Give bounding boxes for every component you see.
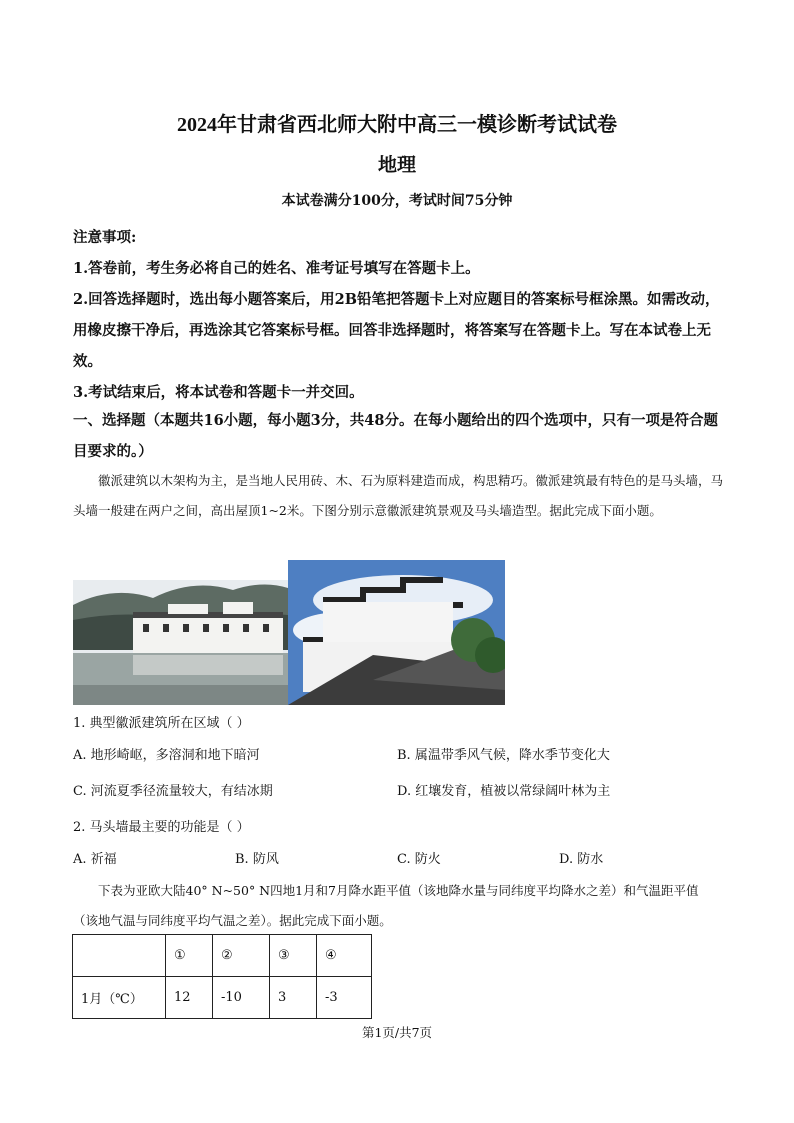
table-cell: 1月（℃） [73, 977, 166, 1019]
table-cell: 12 [166, 977, 213, 1019]
exam-title: 2024年甘肃省西北师大附中高三一模诊断考试试卷 [177, 114, 617, 136]
notes-item-2: 2.回答选择题时，选出每小题答案后，用2B铅笔把答题卡上对应题目的答案标号框涂黑。如需改动，用橡皮擦干净后，再选涂其它答案标号框。回答非选择题时，将答案写在答题卡上。写在本试卷上无效。 [73, 291, 720, 370]
horse-head-wall-photo [288, 560, 505, 705]
q2-option-c: C. 防火 [397, 852, 441, 867]
table-header-row [73, 935, 372, 977]
figure-huizhou-photos [73, 560, 505, 705]
landscape-photo [73, 580, 288, 705]
section-heading: 一、选择题（本题共16小题，每小题3分，共48分。在每小题给出的四个选项中，只有一项是符合题目要求的。） [73, 412, 718, 460]
table-cell: -3 [317, 977, 372, 1019]
passage-huizhou: 徽派建筑以木架构为主，是当地人民用砖、木、石为原料建造而成，构思精巧。徽派建筑最有特色的是马头墙，马头墙一般建在两户之间，高出屋顶1~2米。下图分别示意徽派建筑景观及马头墙造型。据此完成下面小题。 [73, 473, 724, 518]
notes-block [73, 222, 723, 408]
question-1-stem: 1. 典型徽派建筑所在区域（ ） [73, 716, 250, 731]
question-2-stem: 2. 马头墙最主要的功能是（ ） [73, 820, 250, 835]
q2-option-b: B. 防风 [235, 852, 279, 867]
q1-option-a: A. 地形崎岖，多溶洞和地下暗河 [73, 748, 260, 763]
anomaly-table [72, 934, 372, 1019]
notes-item-3: 3.考试结束后，将本试卷和答题卡一并交回。 [73, 384, 364, 401]
q2-option-a: A. 祈福 [73, 852, 117, 867]
subject-title: 地理 [377, 154, 416, 176]
table-cell: ② [213, 935, 270, 977]
q1-option-c: C. 河流夏季径流量较大，有结冰期 [73, 784, 273, 799]
notes-heading: 注意事项: [73, 229, 137, 246]
table-cell: ③ [270, 935, 317, 977]
q2-option-d: D. 防水 [559, 852, 604, 867]
table-cell: -10 [213, 977, 270, 1019]
table-cell: ④ [317, 935, 372, 977]
table-cell [73, 935, 166, 977]
exam-meta: 本试卷满分100分，考试时间75分钟 [281, 193, 513, 209]
table-cell: 3 [270, 977, 317, 1019]
notes-item-1: 1.答卷前，考生务必将自己的姓名、准考证号填写在答题卡上。 [73, 260, 480, 277]
passage-climate-table: 下表为亚欧大陆40° N~50° N四地1月和7月降水距平值（该地降水量与同纬度平均降水之差）和气温距平值（该地气温与同纬度平均气温之差）。据此完成下面小题。 [73, 883, 699, 928]
q1-option-b: B. 属温带季风气候，降水季节变化大 [397, 748, 610, 763]
table-row [73, 977, 372, 1019]
table-cell: ① [166, 935, 213, 977]
q1-option-d: D. 红壤发育，植被以常绿阔叶林为主 [397, 784, 611, 799]
page-footer: 第1页/共7页 [361, 1025, 433, 1040]
